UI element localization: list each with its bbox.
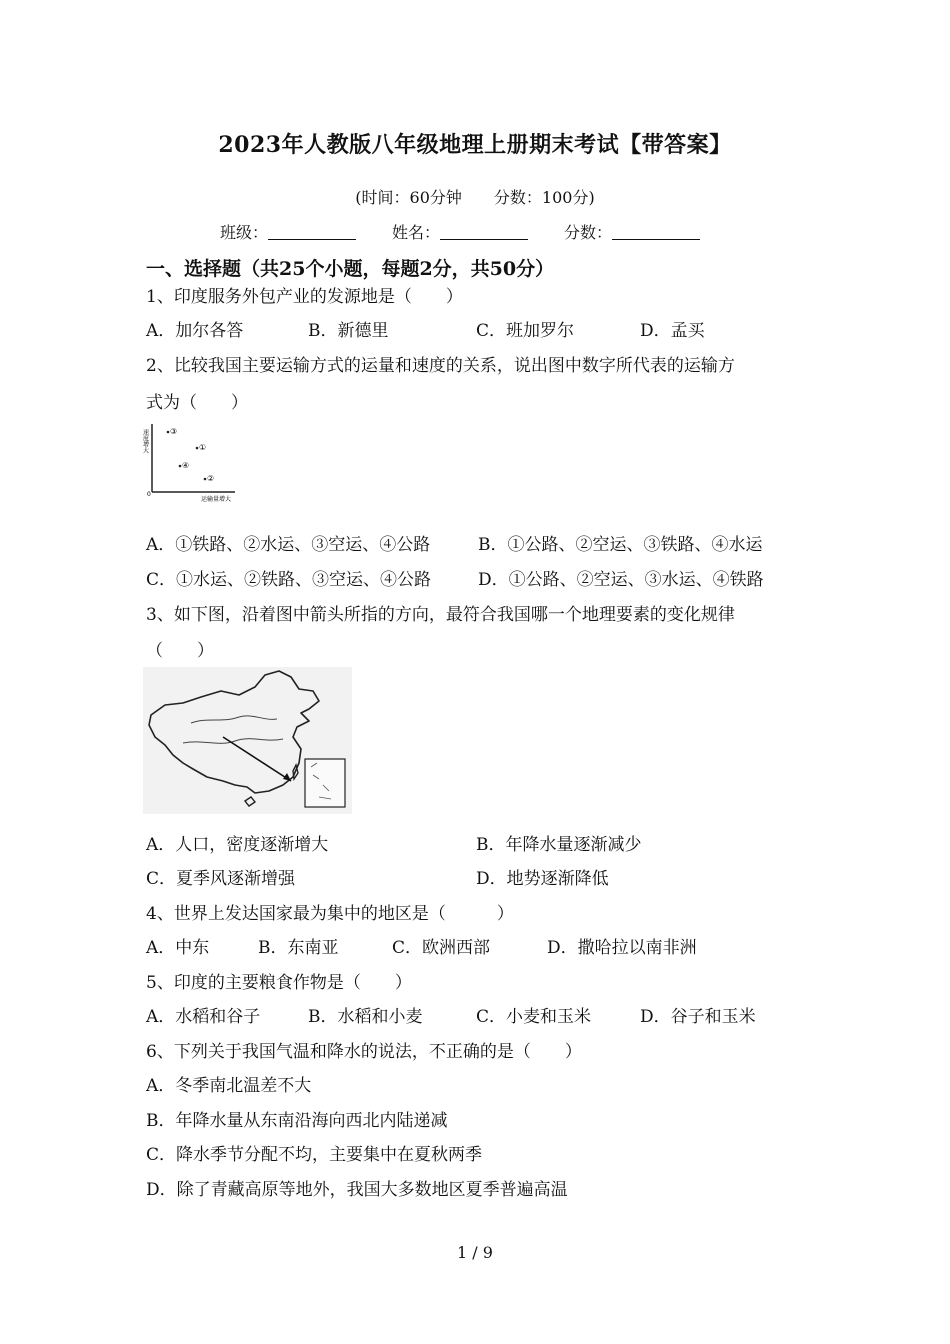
- class-label: 班级：: [220, 223, 269, 242]
- q2-option-d: D．①公路、②空运、③水运、④铁路: [478, 570, 764, 590]
- q5-option-a: A．水稻和谷子: [146, 1007, 261, 1027]
- q3-stem-line2: （ ）: [146, 641, 214, 661]
- section-heading: 一、选择题（共25个小题，每题2分，共50分）: [146, 258, 555, 280]
- q1-option-c: C．班加罗尔: [476, 321, 575, 341]
- figure-y-label: 速度增大: [141, 429, 149, 453]
- q4-option-d: D．撒哈拉以南非洲: [547, 938, 697, 958]
- point-3-label: ③: [170, 427, 178, 436]
- point-4-label: ④: [182, 461, 190, 470]
- q5-stem: 5、印度的主要粮食作物是（ ）: [146, 973, 412, 993]
- south-china-sea-inset: [305, 759, 345, 807]
- q2-option-c: C．①水运、②铁路、③空运、④公路: [146, 570, 432, 590]
- q3-option-d: D．地势逐渐降低: [476, 869, 609, 889]
- q1-option-b: B．新德里: [308, 321, 389, 341]
- point-2-dot: [204, 478, 207, 481]
- exam-meta: (时间：60分钟 分数：100分): [355, 188, 595, 207]
- point-2-label: ②: [207, 474, 215, 483]
- q5-option-d: D．谷子和玉米: [640, 1007, 756, 1027]
- q3-stem-line1: 3、如下图，沿着图中箭头所指的方向，最符合我国哪一个地理要素的变化规律: [146, 605, 735, 625]
- page-title: 2023年人教版八年级地理上册期末考试【带答案】: [218, 132, 732, 158]
- score-blank[interactable]: [612, 225, 700, 240]
- q3-option-b: B．年降水量逐渐减少: [476, 835, 642, 855]
- class-blank[interactable]: [268, 225, 356, 240]
- q2-stem-line1: 2、比较我国主要运输方式的运量和速度的关系，说出图中数字所代表的运输方: [146, 356, 735, 376]
- q5-option-c: C．小麦和玉米: [476, 1007, 592, 1027]
- q3-option-c: C．夏季风逐渐增强: [146, 869, 296, 889]
- name-label: 姓名：: [392, 223, 441, 242]
- page-number: 1 / 9: [457, 1243, 493, 1262]
- figure-x-label: 运输量增大: [201, 496, 232, 503]
- china-map-figure: [143, 667, 352, 814]
- q6-option-a: A．冬季南北温差不大: [146, 1076, 312, 1096]
- q1-stem: 1、印度服务外包产业的发源地是（ ）: [146, 287, 463, 307]
- q3-option-a: A．人口，密度逐渐增大: [146, 835, 329, 855]
- q6-option-b: B．年降水量从东南沿海向西北内陆递减: [146, 1111, 448, 1131]
- q2-stem-line2: 式为（ ）: [146, 393, 248, 413]
- q6-option-c: C．降水季节分配不均，主要集中在夏秋两季: [146, 1145, 483, 1165]
- q6-option-d: D．除了青藏高原等地外，我国大多数地区夏季普遍高温: [146, 1180, 568, 1200]
- name-blank[interactable]: [440, 225, 528, 240]
- student-info: [220, 220, 700, 243]
- q6-stem: 6、下列关于我国气温和降水的说法，不正确的是（ ）: [146, 1042, 582, 1062]
- q4-option-b: B．东南亚: [258, 938, 339, 958]
- transport-scatter-figure: [143, 420, 243, 502]
- figure-origin: 0: [147, 491, 151, 498]
- q5-option-b: B．水稻和小麦: [308, 1007, 423, 1027]
- q1-option-d: D．孟买: [640, 321, 705, 341]
- point-3-dot: [167, 431, 170, 434]
- point-1-dot: [196, 447, 199, 450]
- q4-stem: 4、世界上发达国家最为集中的地区是（ ）: [146, 904, 514, 924]
- score-label: 分数：: [564, 223, 613, 242]
- point-1-label: ①: [199, 443, 207, 452]
- point-4-dot: [179, 465, 182, 468]
- q4-option-c: C．欧洲西部: [392, 938, 491, 958]
- q4-option-a: A．中东: [146, 938, 210, 958]
- q1-option-a: A．加尔各答: [146, 321, 244, 341]
- q2-option-b: B．①公路、②空运、③铁路、④水运: [478, 535, 763, 555]
- q2-option-a: A．①铁路、②水运、③空运、④公路: [146, 535, 431, 555]
